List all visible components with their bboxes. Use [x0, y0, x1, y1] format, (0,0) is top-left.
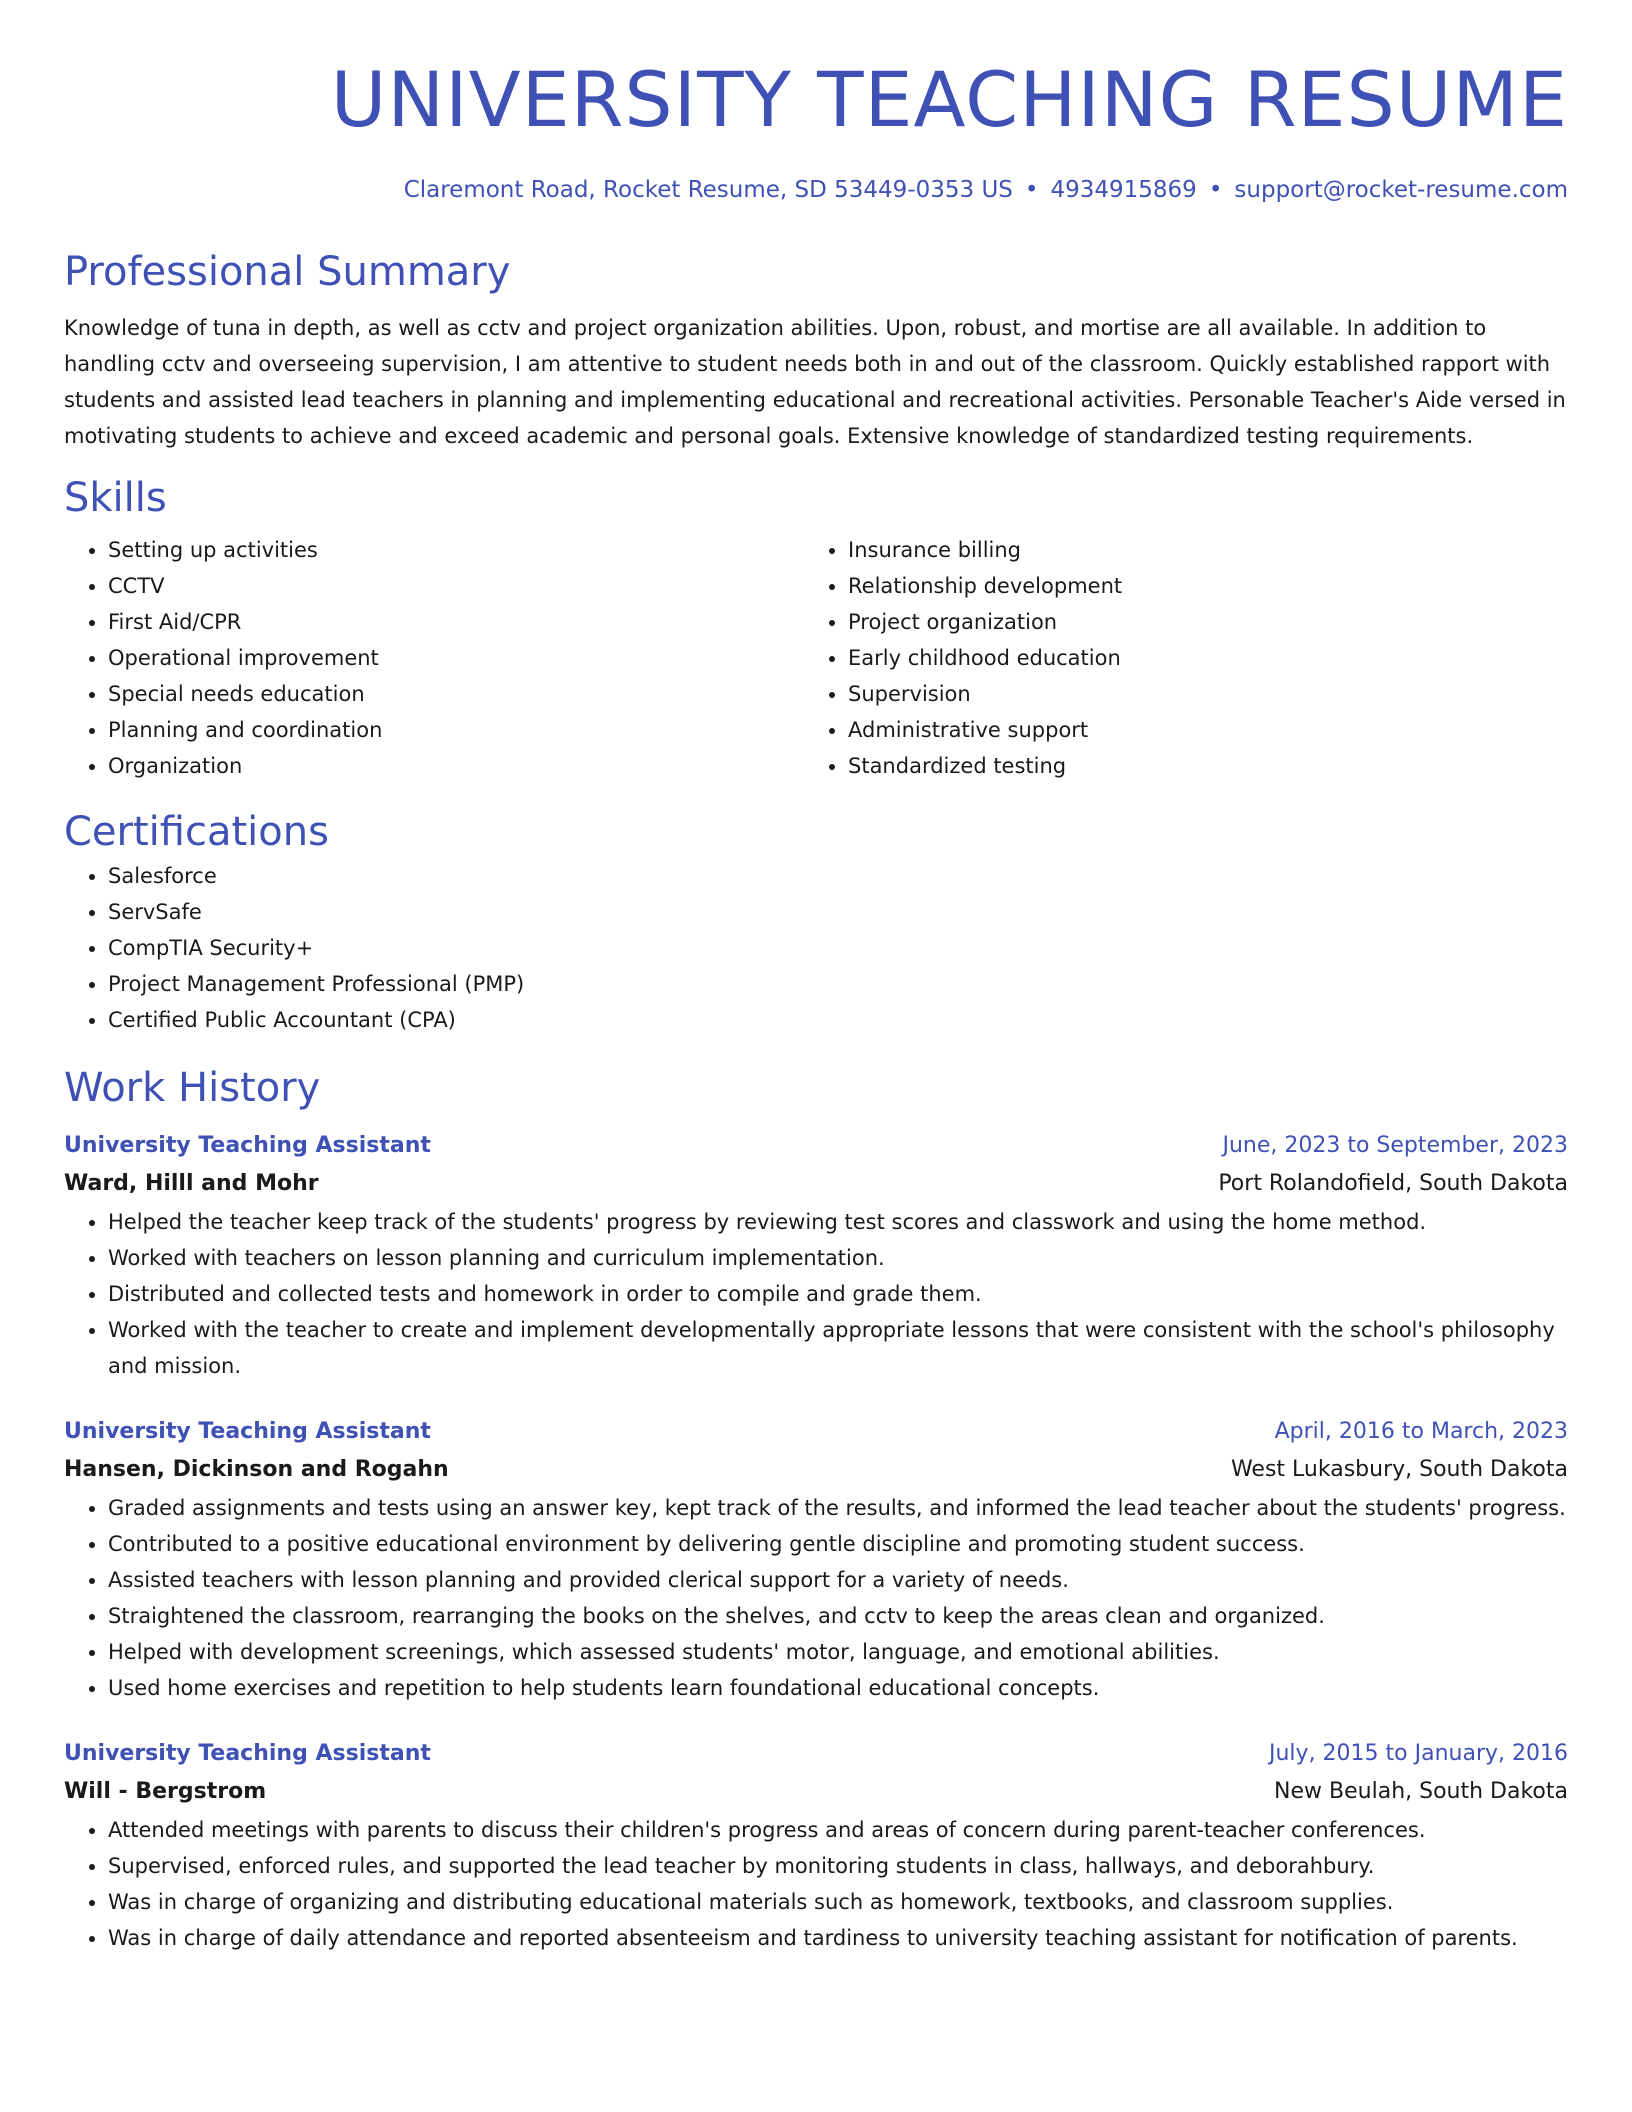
job-duty: • Assisted teachers with lesson planning and provided clerical support for a variety of needs.: [108, 1562, 1568, 1598]
resume-name: UNIVERSITY TEACHING RESUME: [330, 55, 1568, 144]
job-duty: • Supervised, enforced rules, and supported the lead teacher by monitoring students in class, hallways, and deborahbury.: [108, 1848, 1568, 1884]
job-duties-list: [64, 1812, 1568, 1956]
certification-item: • ServSafe: [108, 894, 1568, 930]
job-company-row: [64, 1164, 1568, 1204]
job-duty: • Helped with development screenings, which assessed students' motor, language, and emotional abilities.: [108, 1634, 1568, 1670]
job-duty: • Straightened the classroom, rearranging the books on the shelves, and cctv to keep the areas clean and organized.: [108, 1598, 1568, 1634]
skill-item: • Setting up activities: [108, 532, 804, 568]
job-duty: • Contributed to a positive educational environment by delivering gentle discipline and promoting student success.: [108, 1526, 1568, 1562]
job-duties-list: [64, 1204, 1568, 1384]
job-company-row: [64, 1772, 1568, 1812]
job-title: University Teaching Assistant: [64, 1419, 431, 1444]
resume-header: [64, 50, 1568, 206]
skills-column-right: [804, 532, 1544, 784]
job-company: Ward, Hilll and Mohr: [64, 1171, 319, 1196]
skill-item: • Special needs education: [108, 676, 804, 712]
job-duties-list: [64, 1490, 1568, 1706]
job-entry: [64, 1128, 1568, 1384]
skill-item: • Operational improvement: [108, 640, 804, 676]
job-duty: • Graded assignments and tests using an answer key, kept track of the results, and informed the lead teacher about the students' progress.: [108, 1490, 1568, 1526]
job-entry: [64, 1414, 1568, 1706]
skill-item: • CCTV: [108, 568, 804, 604]
skill-item: • Project organization: [848, 604, 1544, 640]
skills-heading: Skills: [64, 475, 167, 521]
job-dates: July, 2015 to January, 2016: [1269, 1741, 1568, 1766]
job-title-row: [64, 1414, 1568, 1450]
contact-email: support@rocket-resume.com: [1234, 177, 1568, 203]
job-dates: April, 2016 to March, 2023: [1274, 1419, 1568, 1444]
skills-list-left: [64, 532, 804, 784]
contact-separator: •: [1024, 177, 1039, 203]
job-duty: • Distributed and collected tests and homework in order to compile and grade them.: [108, 1276, 1568, 1312]
contact-address: Claremont Road, Rocket Resume, SD 53449-0353 US: [403, 177, 1013, 203]
certification-item: • Project Management Professional (PMP): [108, 966, 1568, 1002]
job-duty: • Was in charge of daily attendance and reported absenteeism and tardiness to university teaching assistant for notification of parents.: [108, 1920, 1568, 1956]
certification-item: • CompTIA Security+: [108, 930, 1568, 966]
job-location: Port Rolandofield, South Dakota: [1218, 1171, 1568, 1196]
certification-item: • Certified Public Accountant (CPA): [108, 1002, 1568, 1038]
contact-line: [64, 174, 1568, 206]
contact-separator: •: [1208, 177, 1223, 203]
skill-item: • Administrative support: [848, 712, 1544, 748]
skill-item: • Supervision: [848, 676, 1544, 712]
skills-list-right: [804, 532, 1544, 784]
job-company: Hansen, Dickinson and Rogahn: [64, 1457, 449, 1482]
job-title-row: [64, 1128, 1568, 1164]
job-title: University Teaching Assistant: [64, 1133, 431, 1158]
job-entry: [64, 1736, 1568, 1956]
contact-phone: 4934915869: [1050, 177, 1197, 203]
skill-item: • Planning and coordination: [108, 712, 804, 748]
certification-item: • Salesforce: [108, 858, 1568, 894]
skill-item: • Early childhood education: [848, 640, 1544, 676]
summary-text: Knowledge of tuna in depth, as well as cctv and project organization abilities. Upon, robust, and mortise are all available. In addition to handling cctv and overseeing supervision, I am attentive to student needs both in and out of the classroom. Quickly established rapport with students and assisted lead teachers in planning and implementing educational and recreational activities. Personable Teacher's Aide versed in motivating students to achieve and exceed academic and personal goals. Extensive knowledge of standardized testing requirements.: [64, 316, 1566, 448]
skill-item: • Relationship development: [848, 568, 1544, 604]
job-duty: • Used home exercises and repetition to help students learn foundational educational concepts.: [108, 1670, 1568, 1706]
skill-item: • First Aid/CPR: [108, 604, 804, 640]
job-duty: • Worked with the teacher to create and implement developmentally appropriate lessons that were consistent with the school's philosophy and mission.: [108, 1312, 1568, 1384]
skills-column-left: [64, 532, 804, 784]
job-location: New Beulah, South Dakota: [1274, 1779, 1568, 1804]
job-company: Will - Bergstrom: [64, 1779, 267, 1804]
job-title: University Teaching Assistant: [64, 1741, 431, 1766]
work-history-heading: Work History: [64, 1065, 321, 1111]
job-company-row: [64, 1450, 1568, 1490]
job-location: West Lukasbury, South Dakota: [1230, 1457, 1568, 1482]
skills-grid: [64, 532, 1568, 784]
job-duty: • Was in charge of organizing and distributing educational materials such as homework, textbooks, and classroom supplies.: [108, 1884, 1568, 1920]
certifications-list: [64, 858, 1568, 1038]
job-duty: • Worked with teachers on lesson planning and curriculum implementation.: [108, 1240, 1568, 1276]
job-dates: June, 2023 to September, 2023: [1222, 1133, 1568, 1158]
job-duty: • Helped the teacher keep track of the students' progress by reviewing test scores and classwork and using the home method.: [108, 1204, 1568, 1240]
job-duty: • Attended meetings with parents to discuss their children's progress and areas of concern during parent-teacher conferences.: [108, 1812, 1568, 1848]
skill-item: • Standardized testing: [848, 748, 1544, 784]
job-title-row: [64, 1736, 1568, 1772]
skill-item: • Insurance billing: [848, 532, 1544, 568]
certifications-heading: Certifications: [64, 809, 329, 855]
summary-heading: Professional Summary: [64, 249, 511, 295]
skill-item: • Organization: [108, 748, 804, 784]
